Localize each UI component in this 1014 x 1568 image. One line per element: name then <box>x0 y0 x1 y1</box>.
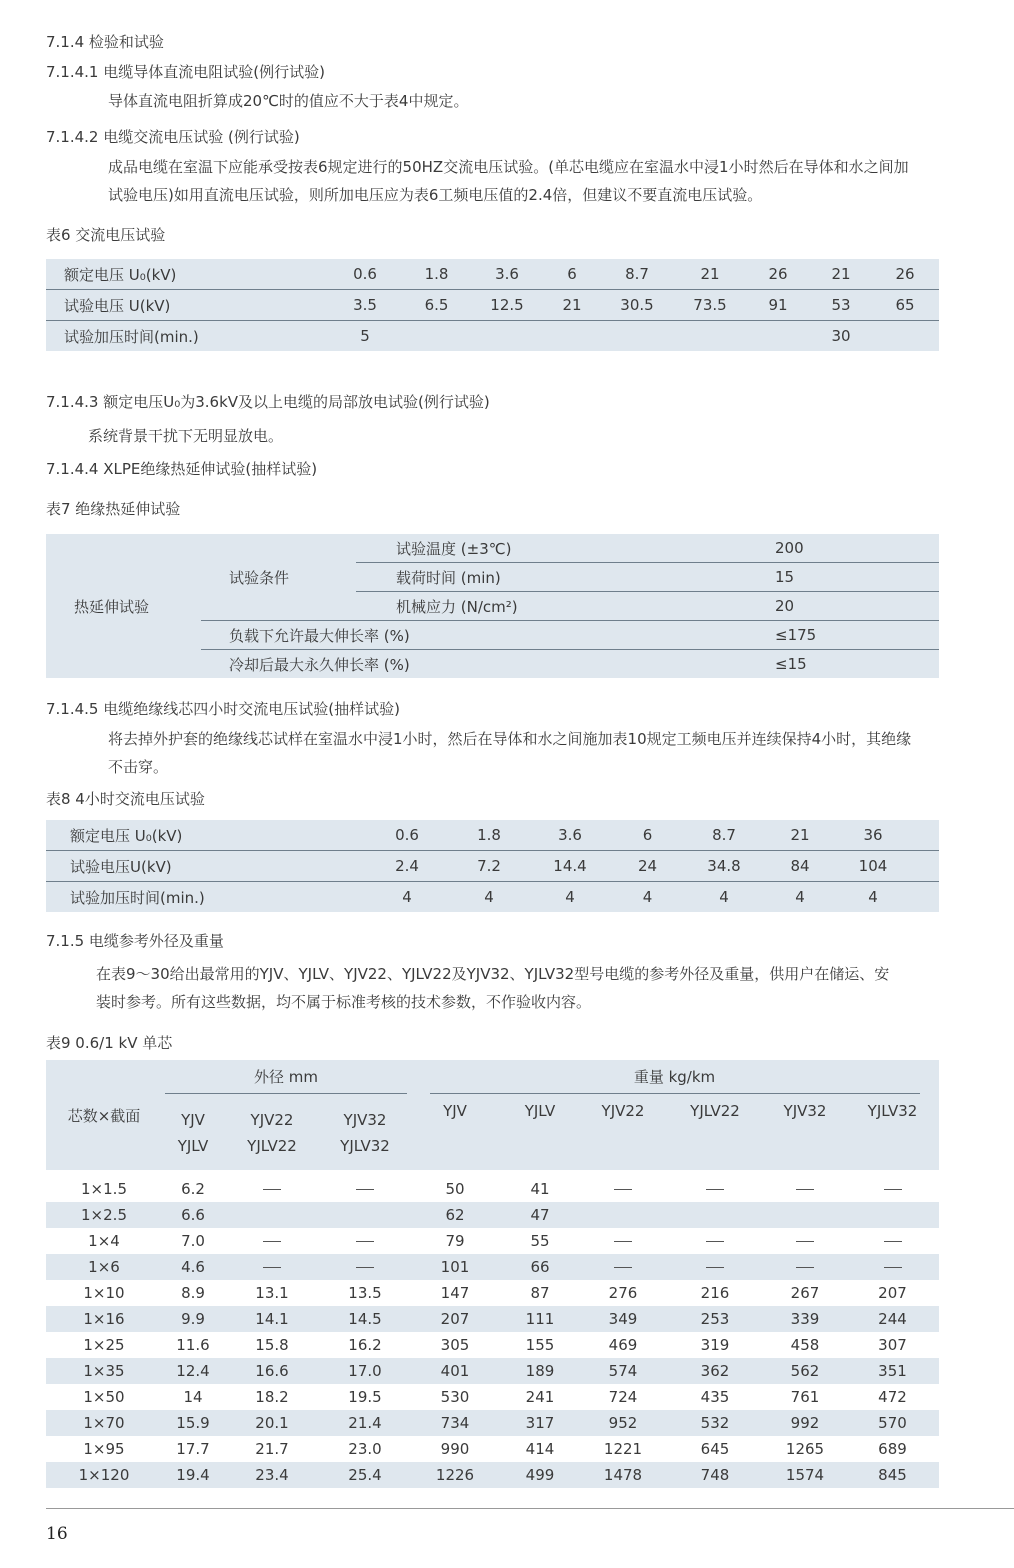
table9-cell: 1226 <box>410 1462 500 1488</box>
table9-cell: 101 <box>410 1254 500 1280</box>
table8-cell: 34.8 <box>685 851 763 882</box>
table9-dash <box>706 1241 724 1242</box>
table9-row <box>46 1202 939 1228</box>
section-7-1-4-1-title: 7.1.4.1 电缆导体直流电阻试验(例行试验) <box>46 63 325 81</box>
table9-caption: 表9 0.6/1 kV 单芯 <box>46 1034 173 1052</box>
section-7-1-4-5-title: 7.1.4.5 电缆绝缘线芯四小时交流电压试验(抽样试验) <box>46 700 400 718</box>
table9-od-col: YJV32 <box>343 1111 387 1129</box>
table9-dash <box>796 1241 814 1242</box>
table9-core: 1×1.5 <box>46 1176 162 1202</box>
table9-cell: 339 <box>764 1306 846 1332</box>
table9-wt-col: YJLV32 <box>846 1096 939 1170</box>
table9-cell <box>320 1176 410 1202</box>
table9-cell: 23.0 <box>320 1436 410 1462</box>
table9-core: 1×35 <box>46 1358 162 1384</box>
table8-cell: 24 <box>610 851 685 882</box>
table9-cell: 11.6 <box>162 1332 224 1358</box>
table9-cell: 570 <box>846 1410 939 1436</box>
table9-cell: 111 <box>500 1306 580 1332</box>
table9-dash <box>614 1189 632 1190</box>
table9-cell: 16.2 <box>320 1332 410 1358</box>
table9-cell: 16.6 <box>224 1358 320 1384</box>
table9-cell: 15.8 <box>224 1332 320 1358</box>
table9-cell: 6.2 <box>162 1176 224 1202</box>
table9-dash <box>796 1189 814 1190</box>
section-7-1-4-4-title: 7.1.4.4 XLPE绝缘热延伸试验(抽样试验) <box>46 460 318 478</box>
table9-cell: 15.9 <box>162 1410 224 1436</box>
table6-cell <box>599 321 675 352</box>
table6-cell: 26 <box>895 265 915 283</box>
table9-cell: 8.9 <box>162 1280 224 1306</box>
table8-cell: 4 <box>366 882 448 913</box>
table9-cell: 21.4 <box>320 1410 410 1436</box>
table9-core: 1×25 <box>46 1332 162 1358</box>
table9-row <box>46 1228 939 1254</box>
table6-cell <box>469 321 545 352</box>
table8-cell: 4 <box>837 882 909 913</box>
table9-cell: 305 <box>410 1332 500 1358</box>
table9-cell: 992 <box>764 1410 846 1436</box>
table9-cell: 276 <box>580 1280 666 1306</box>
table9-header-weight: 重量 kg/km <box>430 1066 920 1094</box>
table9-cell: 761 <box>764 1384 846 1410</box>
section-7-1-4-5-text: 将去掉外护套的绝缘线芯试样在室温水中浸1小时，然后在导体和水之间施加表10规定工频电压并连续保持4小时，其绝缘不击穿。 <box>108 730 912 776</box>
table6-cell: 8.7 <box>625 265 649 283</box>
table9-row <box>46 1462 939 1488</box>
table9-cell <box>846 1176 939 1202</box>
table6-cell: 3.6 <box>495 265 519 283</box>
table9-header-od: 外径 mm <box>165 1066 407 1094</box>
table9-row <box>46 1384 939 1410</box>
table9-cell: 19.5 <box>320 1384 410 1410</box>
table9-dash <box>706 1189 724 1190</box>
table9-row <box>46 1358 939 1384</box>
table9-row <box>46 1410 939 1436</box>
table9-header-core: 芯数×截面 <box>46 1060 162 1170</box>
table9-od-col: YJLV <box>177 1137 209 1155</box>
table8-cell: 0.6 <box>395 826 419 844</box>
table6-row <box>46 321 939 352</box>
table9-cell: 307 <box>846 1332 939 1358</box>
table8-cell: 6 <box>642 826 653 844</box>
table9-cell: 7.0 <box>162 1228 224 1254</box>
table9-dash <box>356 1267 374 1268</box>
table8-cell: 3.6 <box>558 826 582 844</box>
table8-cell: 104 <box>837 851 909 882</box>
table7-row-value: 200 <box>775 539 804 557</box>
table9-cell: 1221 <box>580 1436 666 1462</box>
table6-cell: 6 <box>567 265 577 283</box>
table9-cell: 62 <box>410 1202 500 1228</box>
table9-cell: 1574 <box>764 1462 846 1488</box>
table9-cell: 1478 <box>580 1462 666 1488</box>
table6-row-label: 试验加压时间(min.) <box>46 321 326 352</box>
table9-core: 1×4 <box>46 1228 162 1254</box>
table8-caption: 表8 4小时交流电压试验 <box>46 790 205 808</box>
table8-cell: 14.4 <box>530 851 610 882</box>
table9-cell: 244 <box>846 1306 939 1332</box>
table9-cell: 1265 <box>764 1436 846 1462</box>
table9-dash <box>884 1241 902 1242</box>
table9-cell: 990 <box>410 1436 500 1462</box>
table6-row <box>46 290 939 321</box>
table9-cell <box>764 1202 846 1228</box>
table9-cell: 414 <box>500 1436 580 1462</box>
table6-cell: 0.6 <box>353 265 377 283</box>
table9-dash <box>796 1267 814 1268</box>
table9-cell <box>320 1202 410 1228</box>
table9-row <box>46 1436 939 1462</box>
table6-cell: 65 <box>871 290 939 321</box>
table9-cell <box>846 1228 939 1254</box>
table9-wt-col: YJLV <box>500 1096 580 1170</box>
table8-cell: 8.7 <box>712 826 736 844</box>
table9-cell: 14 <box>162 1384 224 1410</box>
table9-row <box>46 1306 939 1332</box>
table6-cell: 30 <box>811 321 871 352</box>
table9-cell: 499 <box>500 1462 580 1488</box>
table9-cell <box>224 1228 320 1254</box>
table6-cell <box>871 321 939 352</box>
table9-cell: 9.9 <box>162 1306 224 1332</box>
table9-cell: 18.2 <box>224 1384 320 1410</box>
table8-cell: 4 <box>448 882 530 913</box>
table6 <box>46 259 939 351</box>
table7-caption: 表7 绝缘热延伸试验 <box>46 500 181 518</box>
table9-cell: 748 <box>666 1462 764 1488</box>
table9-cell: 319 <box>666 1332 764 1358</box>
table8-cell: 1.8 <box>477 826 501 844</box>
table9-cell: 645 <box>666 1436 764 1462</box>
table9-wt-col: YJV22 <box>580 1096 666 1170</box>
footer-divider <box>46 1508 1014 1509</box>
table9-cell: 19.4 <box>162 1462 224 1488</box>
table9-cell <box>666 1228 764 1254</box>
table9-dash <box>884 1189 902 1190</box>
table9-cell <box>580 1202 666 1228</box>
table6-cell: 21 <box>831 265 851 283</box>
table8-pad <box>909 820 939 851</box>
table9-cell <box>846 1254 939 1280</box>
table9-wt-col: YJLV22 <box>666 1096 764 1170</box>
table6-cell <box>404 321 469 352</box>
table9-cell: 23.4 <box>224 1462 320 1488</box>
table9-cell: 17.7 <box>162 1436 224 1462</box>
table6-cell: 53 <box>811 290 871 321</box>
table9-cell <box>764 1254 846 1280</box>
table8-cell: 84 <box>763 851 837 882</box>
table9-cell <box>846 1202 939 1228</box>
table8-pad <box>909 882 939 913</box>
table9-core: 1×95 <box>46 1436 162 1462</box>
table9-cell: 189 <box>500 1358 580 1384</box>
table9-dash <box>356 1241 374 1242</box>
table9-cell: 50 <box>410 1176 500 1202</box>
table7-row-label: 载荷时间 (min) <box>356 563 761 592</box>
page-number: 16 <box>46 1524 68 1544</box>
table9-cell: 207 <box>410 1306 500 1332</box>
table9-dash <box>884 1267 902 1268</box>
table6-cell: 12.5 <box>469 290 545 321</box>
table9-cell <box>224 1254 320 1280</box>
table9-dash <box>263 1241 281 1242</box>
table6-cell: 6.5 <box>404 290 469 321</box>
table6-cell: 5 <box>326 321 404 352</box>
table9-cell: 458 <box>764 1332 846 1358</box>
table8-row <box>46 820 939 851</box>
table9-cell: 734 <box>410 1410 500 1436</box>
table9-core: 1×10 <box>46 1280 162 1306</box>
table7-subgroup: 试验条件 <box>229 568 290 587</box>
table8-row <box>46 851 939 882</box>
table8-cell: 4 <box>610 882 685 913</box>
table9-cell: 724 <box>580 1384 666 1410</box>
table9-cell: 435 <box>666 1384 764 1410</box>
table9-cell: 562 <box>764 1358 846 1384</box>
table8-row-label: 额定电压 U₀(kV) <box>70 826 183 845</box>
table9-od-col: YJLV32 <box>340 1137 390 1155</box>
table9-cell: 351 <box>846 1358 939 1384</box>
table9-core: 1×6 <box>46 1254 162 1280</box>
table9-cell: 12.4 <box>162 1358 224 1384</box>
section-7-1-4-3-title: 7.1.4.3 额定电压U₀为3.6kV及以上电缆的局部放电试验(例行试验) <box>46 393 490 411</box>
table9-cell: 155 <box>500 1332 580 1358</box>
table9-cell: 241 <box>500 1384 580 1410</box>
table9-core: 1×16 <box>46 1306 162 1332</box>
table6-cell: 30.5 <box>599 290 675 321</box>
table9-cell: 66 <box>500 1254 580 1280</box>
table7-row-value: ≤175 <box>761 621 939 650</box>
table9-cell: 25.4 <box>320 1462 410 1488</box>
table6-cell: 3.5 <box>326 290 404 321</box>
table9-cell: 17.0 <box>320 1358 410 1384</box>
table9-cell: 55 <box>500 1228 580 1254</box>
table9-wt-col: YJV <box>410 1096 500 1170</box>
table9-cell: 41 <box>500 1176 580 1202</box>
table9-cell: 952 <box>580 1410 666 1436</box>
table9-cell: 147 <box>410 1280 500 1306</box>
table9-core: 1×70 <box>46 1410 162 1436</box>
table7-group: 热延伸试验 <box>74 597 150 616</box>
table6-cell: 21 <box>545 290 599 321</box>
table9-dash <box>263 1267 281 1268</box>
table8-row <box>46 882 939 913</box>
table9-cell: 469 <box>580 1332 666 1358</box>
section-7-1-4-3-text: 系统背景干扰下无明显放电。 <box>88 427 284 445</box>
table9-cell <box>320 1228 410 1254</box>
table9-wt-col: YJV32 <box>764 1096 846 1170</box>
table9-cell <box>320 1254 410 1280</box>
table9-cell <box>764 1228 846 1254</box>
table6-cell: 73.5 <box>675 290 745 321</box>
table9-cell: 87 <box>500 1280 580 1306</box>
table7-row-label: 试验温度 (±3℃) <box>396 539 512 558</box>
table9-cell: 13.1 <box>224 1280 320 1306</box>
table6-cell <box>545 321 599 352</box>
table9-cell <box>224 1202 320 1228</box>
table9-cell: 267 <box>764 1280 846 1306</box>
table7-row-value: ≤15 <box>761 650 939 679</box>
table9-dash <box>614 1241 632 1242</box>
table6-row <box>46 259 939 290</box>
table7-row-label: 机械应力 (N/cm²) <box>356 592 761 621</box>
table9-dash <box>356 1189 374 1190</box>
table9-cell: 13.5 <box>320 1280 410 1306</box>
table9-cell: 6.6 <box>162 1202 224 1228</box>
table7-row-value: 20 <box>761 592 939 621</box>
table9-cell <box>666 1176 764 1202</box>
table9-cell: 47 <box>500 1202 580 1228</box>
table9-cell <box>580 1228 666 1254</box>
table9 <box>46 1060 939 1488</box>
table9-row <box>46 1280 939 1306</box>
table9-core: 1×50 <box>46 1384 162 1410</box>
table9-cell: 401 <box>410 1358 500 1384</box>
table9-cell: 472 <box>846 1384 939 1410</box>
table9-cell: 574 <box>580 1358 666 1384</box>
table9-cell: 349 <box>580 1306 666 1332</box>
table9-core: 1×120 <box>46 1462 162 1488</box>
table9-cell <box>580 1176 666 1202</box>
table8-cell: 21 <box>790 826 810 844</box>
table7-row-label: 冷却后最大永久伸长率 (%) <box>201 650 761 679</box>
table9-row <box>46 1254 939 1280</box>
table8-cell: 4 <box>530 882 610 913</box>
table8-row-label: 试验电压U(kV) <box>46 851 366 882</box>
table9-cell: 207 <box>846 1280 939 1306</box>
section-7-1-4-2-text: 成品电缆在室温下应能承受按表6规定进行的50HZ交流电压试验。(单芯电缆应在室温水中浸1小时然后在导体和水之间加试验电压)如用直流电压试验，则所加电压应为表6工频电压值的2.4倍，但建议不要直流电压试验。 <box>108 158 909 204</box>
table9-cell: 530 <box>410 1384 500 1410</box>
table9-dash <box>614 1267 632 1268</box>
table6-cell: 91 <box>745 290 811 321</box>
table9-cell: 845 <box>846 1462 939 1488</box>
table8-cell: 4 <box>763 882 837 913</box>
table8-cell: 7.2 <box>448 851 530 882</box>
table9-cell <box>666 1202 764 1228</box>
table9-core: 1×2.5 <box>46 1202 162 1228</box>
table9-cell <box>224 1176 320 1202</box>
table7-row-label: 负载下允许最大伸长率 (%) <box>201 621 761 650</box>
section-7-1-4-title: 7.1.4 检验和试验 <box>46 33 164 51</box>
table9-row <box>46 1332 939 1358</box>
table9-cell: 317 <box>500 1410 580 1436</box>
table8-cell: 36 <box>863 826 883 844</box>
table9-od-col: YJV22 <box>250 1111 294 1129</box>
table9-cell: 21.7 <box>224 1436 320 1462</box>
table9-cell: 216 <box>666 1280 764 1306</box>
section-7-1-4-1-text: 导体直流电阻折算成20℃时的值应不大于表4中规定。 <box>108 92 469 110</box>
table9-dash <box>706 1267 724 1268</box>
table6-cell <box>745 321 811 352</box>
table8 <box>46 820 939 912</box>
table8-cell: 2.4 <box>366 851 448 882</box>
table6-cell: 26 <box>768 265 788 283</box>
table9-cell <box>580 1254 666 1280</box>
table9-cell: 14.1 <box>224 1306 320 1332</box>
table8-pad <box>909 851 939 882</box>
section-7-1-5-text: 在表9～30给出最常用的YJV、YJLV、YJV22、YJLV22及YJV32、YJLV32型号电缆的参考外径及重量，供用户在储运、安装时参考。所有这些数据，均不属于标准考核的技术参数，不作验收内容。 <box>96 965 890 1011</box>
table9-cell: 532 <box>666 1410 764 1436</box>
table9-dash <box>263 1189 281 1190</box>
table6-row-label: 额定电压 U₀(kV) <box>64 265 177 284</box>
table8-cell: 4 <box>685 882 763 913</box>
section-7-1-4-2-title: 7.1.4.2 电缆交流电压试验 (例行试验) <box>46 128 300 146</box>
table9-od-col: YJLV22 <box>247 1137 297 1155</box>
table9-row <box>46 1176 939 1202</box>
table9-cell: 253 <box>666 1306 764 1332</box>
table6-caption: 表6 交流电压试验 <box>46 226 166 244</box>
table9-cell <box>764 1176 846 1202</box>
table9-cell: 362 <box>666 1358 764 1384</box>
table6-cell: 1.8 <box>424 265 449 283</box>
table9-cell: 20.1 <box>224 1410 320 1436</box>
table9-cell: 4.6 <box>162 1254 224 1280</box>
table7 <box>46 534 939 678</box>
table9-cell: 14.5 <box>320 1306 410 1332</box>
table6-cell <box>675 321 745 352</box>
table7-row-value: 15 <box>761 563 939 592</box>
table9-cell <box>666 1254 764 1280</box>
table6-cell: 21 <box>700 265 720 283</box>
section-7-1-5-title: 7.1.5 电缆参考外径及重量 <box>46 932 224 950</box>
table9-cell: 79 <box>410 1228 500 1254</box>
table9-od-col: YJV <box>181 1111 205 1129</box>
table8-row-label: 试验加压时间(min.) <box>46 882 366 913</box>
table9-cell: 689 <box>846 1436 939 1462</box>
table6-row-label: 试验电压 U(kV) <box>46 290 326 321</box>
